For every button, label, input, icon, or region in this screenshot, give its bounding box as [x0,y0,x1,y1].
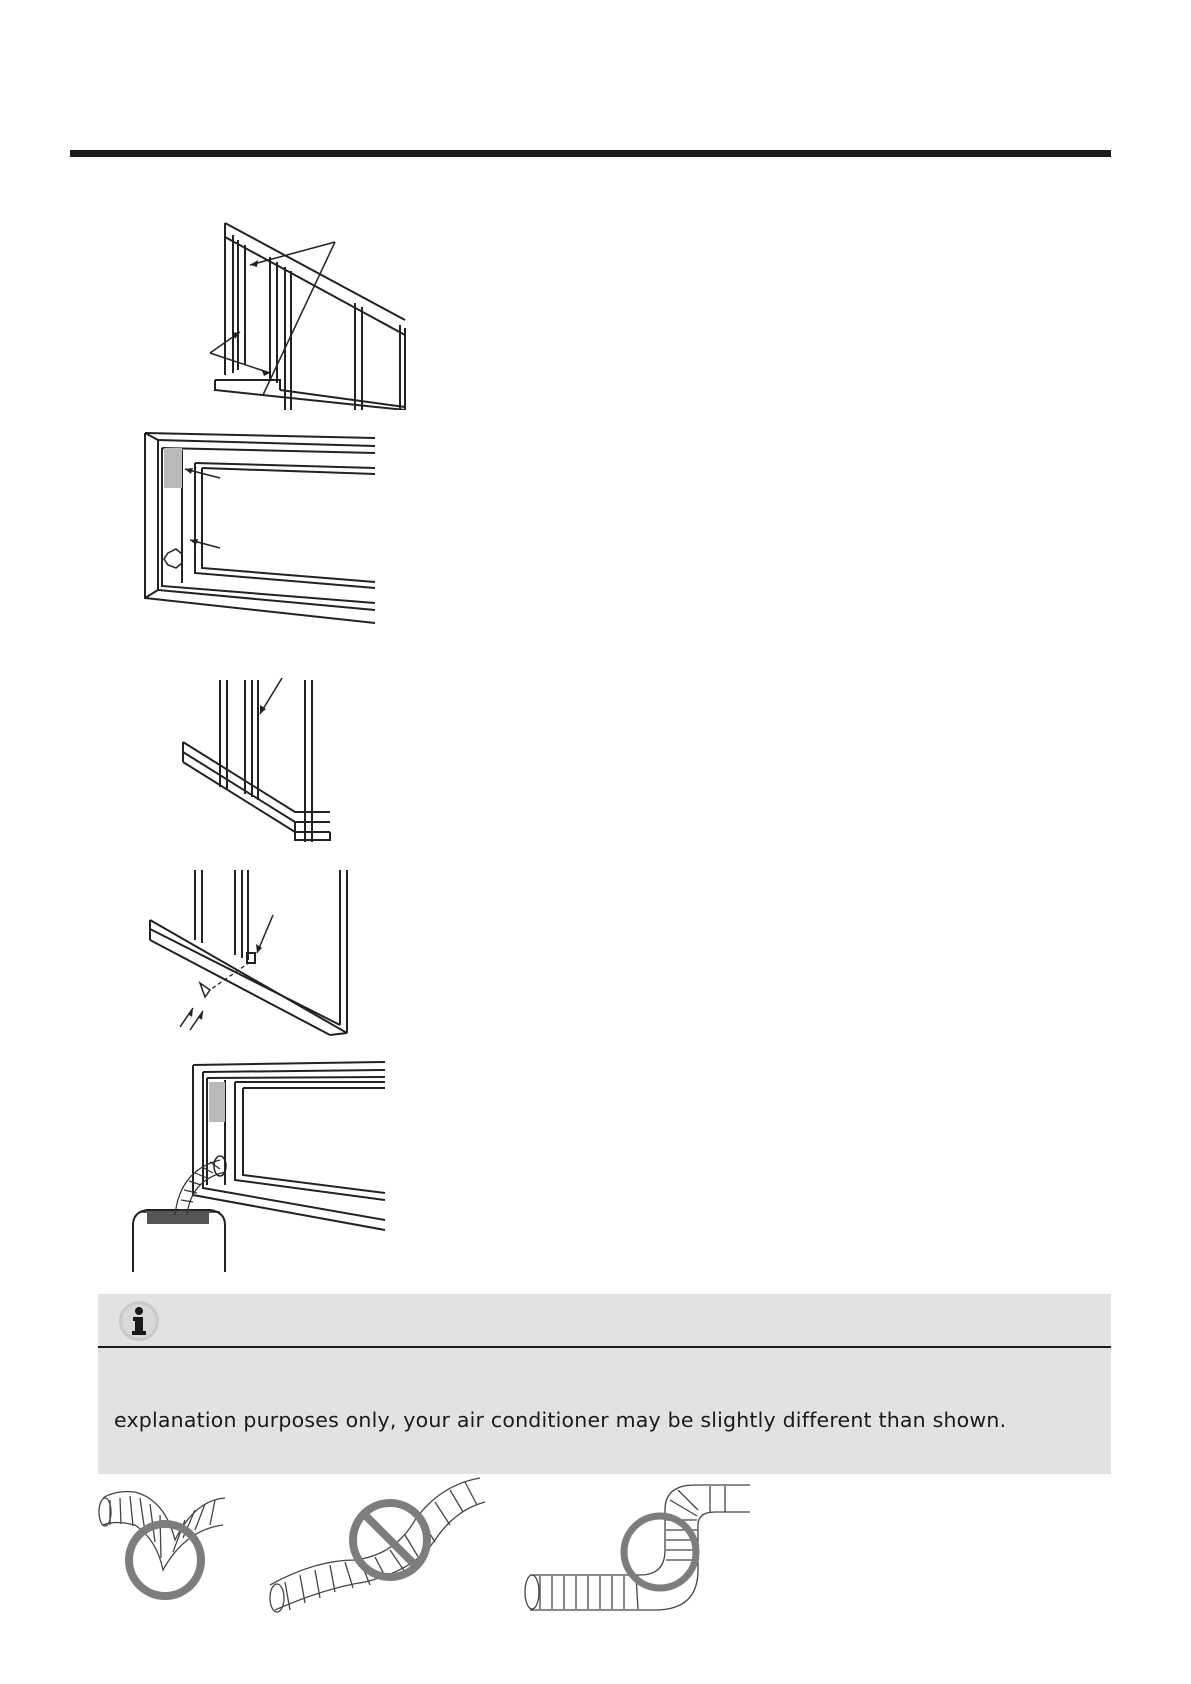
note-text: explanation purposes only, your air conditioner may be slightly different than shown. [114,1408,1007,1432]
exhaust-hose-window-figure [125,1060,395,1275]
correct-icon [624,1516,696,1588]
note-header [98,1294,1111,1348]
prohibited-icon [129,1524,201,1596]
prohibited-icon [353,1503,427,1577]
section-divider [70,150,1111,157]
window-seal-figure [140,428,380,628]
note-box [98,1294,1111,1474]
hose-example-bent [95,1480,235,1609]
window-frame-figure [205,215,415,410]
hose-example-twisted [265,1470,495,1624]
info-icon [118,1300,160,1342]
window-lock-screw-figure [145,865,375,1045]
hose-example-correct [520,1470,760,1624]
sliding-window-figure [180,672,340,852]
